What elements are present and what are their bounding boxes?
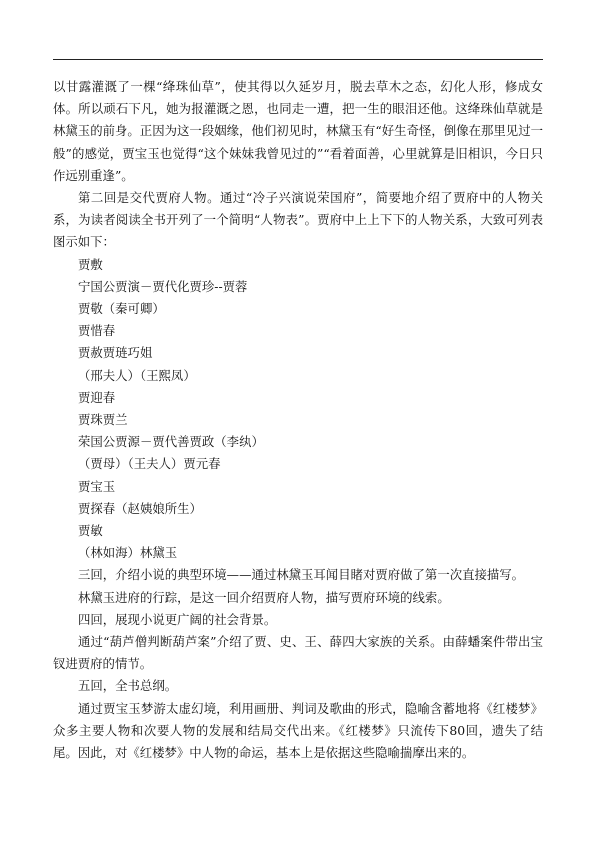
paragraph: 以甘露灌溉了一棵“绛珠仙草”，使其得以久延岁月，脱去草木之态，幻化人形，修成女体。所以顽石下凡，她为报灌溉之恩，也同走一遭，把一生的眼泪还他。这绛珠仙草就是林黛玉的前身。正因为这一段姻缘，他们初见时，林黛玉有“好生奇怪，倒像在那里见过一般”的感觉，贾宝玉也觉得“这个妹妹我曾见过的”“看着面善，心里就算是旧相识，今日只作远别重逢”。 [53,79,543,183]
paragraph: 五回，全书总纲。 [78,678,178,694]
bottom-paragraphs [53,564,543,764]
tree-line: 贾敬（秦可卿） [78,301,165,317]
paragraph: 通过贾宝玉梦游太虚幻境，利用画册、判词及歌曲的形式，隐喻含蓄地将《红楼梦》众多主要人物和次要人物的发展和结局交代出来。《红楼梦》只流传下80回，遗失了结尾。因此，对《红楼梦》中人物的命运，基本上是依据这些隐喻揣摩出来的。 [53,700,543,761]
tree-line: 宁国公贾演－贾代化贾珍--贾蓉 [78,278,248,294]
tree-line: 贾敷 [78,256,103,272]
family-tree [53,254,543,565]
paragraph: 三回，介绍小说的典型环境——通过林黛玉耳闻目睹对贾府做了第一次直接描写。 [78,567,525,583]
header-rule [53,59,543,60]
tree-line: 贾赦贾琏巧姐 [78,345,153,361]
tree-line: （贾母）（王夫人）贾元春 [78,456,221,472]
tree-line: 贾迎春 [78,389,116,405]
tree-line: （林如海）林黛玉 [78,545,178,561]
paragraph: 林黛玉进府的行踪，是这一回介绍贾府人物，描写贾府环境的线索。 [78,589,450,605]
tree-line: 贾惜春 [78,323,116,339]
tree-line: 荣国公贾源－贾代善贾政（李纨） [78,434,264,450]
tree-line: 贾宝玉 [78,478,116,494]
tree-line: 贾珠贾兰 [78,412,128,428]
tree-line: （邢夫人）（王熙凤） [78,367,196,383]
tree-line: 贾探春（赵姨娘所生） [78,500,202,516]
paragraph: 通过“葫芦僧判断葫芦案”介绍了贾、史、王、薛四大家族的关系。由薛蟠案件带出宝钗进贾府的情节。 [53,634,543,672]
paragraph: 第二回是交代贾府人物。通过“冷子兴演说荣国府”，简要地介绍了贾府中的人物关系，为读者阅读全书开列了一个简明“人物表”。贾府中上上下下的人物关系，大致可列表图示如下： [53,190,543,250]
tree-line: 贾敏 [78,523,103,539]
paragraph: 四回，展现小说更广阔的社会背景。 [78,611,277,627]
page-content [53,76,543,764]
top-paragraphs [53,76,543,254]
